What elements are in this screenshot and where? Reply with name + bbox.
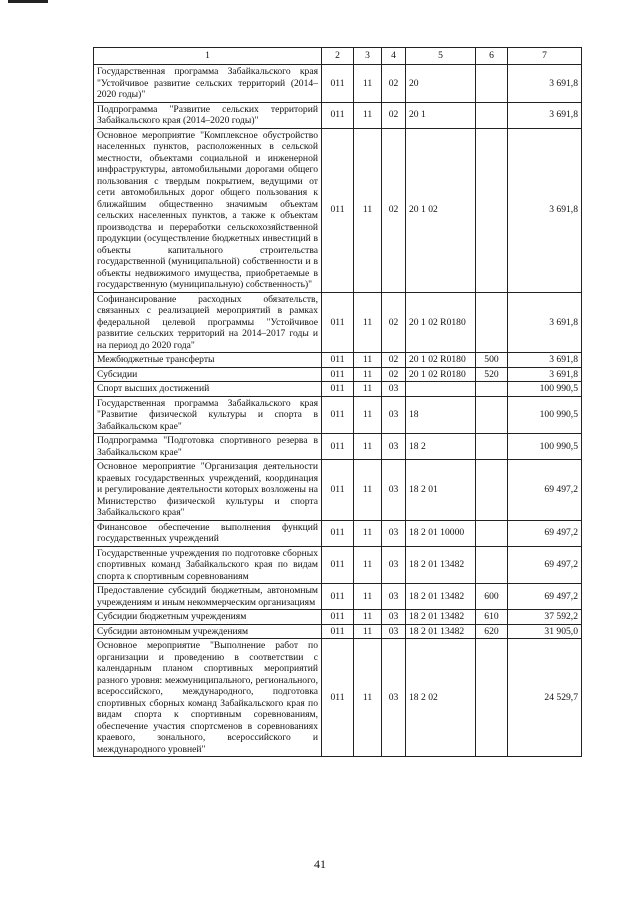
- col-header-2: 2: [322, 48, 354, 65]
- amount-cell: 3 691,8: [508, 128, 582, 292]
- row-name-cell: Субсидии бюджетным учреждениям: [94, 610, 322, 625]
- grbs-cell: 011: [322, 382, 354, 397]
- table-row: [94, 610, 582, 625]
- target-article-cell: 18: [406, 396, 476, 434]
- table-row: [94, 546, 582, 584]
- row-name-cell: Финансовое обеспечение выполнения функций государственных учреждений: [94, 520, 322, 546]
- amount-cell: 37 592,2: [508, 610, 582, 625]
- col-header-1: 1: [94, 48, 322, 65]
- expense-type-cell: [476, 520, 508, 546]
- grbs-cell: 011: [322, 546, 354, 584]
- subsection-cell: 03: [382, 396, 406, 434]
- subsection-cell: 03: [382, 584, 406, 610]
- target-article-cell: 18 2 01: [406, 460, 476, 521]
- expense-type-cell: [476, 128, 508, 292]
- section-cell: 11: [354, 546, 382, 584]
- expense-type-cell: 520: [476, 367, 508, 382]
- section-cell: 11: [354, 382, 382, 397]
- subsection-cell: 03: [382, 639, 406, 757]
- amount-cell: 31 905,0: [508, 624, 582, 639]
- section-cell: 11: [354, 639, 382, 757]
- subsection-cell: 02: [382, 65, 406, 103]
- table-row: [94, 520, 582, 546]
- amount-cell: 69 497,2: [508, 584, 582, 610]
- target-article-cell: 18 2 01 13482: [406, 584, 476, 610]
- expense-type-cell: 500: [476, 353, 508, 368]
- budget-table: [93, 47, 582, 757]
- col-header-4: 4: [382, 48, 406, 65]
- table-row: [94, 460, 582, 521]
- grbs-cell: 011: [322, 396, 354, 434]
- target-article-cell: 18 2 01 13482: [406, 610, 476, 625]
- row-name-cell: Подпрограмма "Развитие сельских территорий Забайкальского края (2014–2020 годы)": [94, 102, 322, 128]
- section-cell: 11: [354, 460, 382, 521]
- page-number: 41: [314, 857, 326, 871]
- expense-type-cell: [476, 546, 508, 584]
- target-article-cell: 20: [406, 65, 476, 103]
- row-name-cell: Спорт высших достижений: [94, 382, 322, 397]
- section-cell: 11: [354, 128, 382, 292]
- section-cell: 11: [354, 65, 382, 103]
- amount-cell: 24 529,7: [508, 639, 582, 757]
- amount-cell: 69 497,2: [508, 460, 582, 521]
- subsection-cell: 03: [382, 434, 406, 460]
- target-article-cell: 18 2: [406, 434, 476, 460]
- subsection-cell: 03: [382, 610, 406, 625]
- amount-cell: 3 691,8: [508, 292, 582, 353]
- grbs-cell: 011: [322, 584, 354, 610]
- expense-type-cell: [476, 102, 508, 128]
- subsection-cell: 03: [382, 460, 406, 521]
- grbs-cell: 011: [322, 65, 354, 103]
- row-name-cell: Межбюджетные трансферты: [94, 353, 322, 368]
- target-article-cell: 18 2 01 13482: [406, 624, 476, 639]
- table-row: [94, 396, 582, 434]
- grbs-cell: 011: [322, 624, 354, 639]
- row-name-cell: Софинансирование расходных обязательств, связанных с реализацией мероприятий в рамках федеральной целевой программы "Устойчивое развитие сельских территорий на 2014–2017 годы и на период до 2020 года": [94, 292, 322, 353]
- table-row: [94, 639, 582, 757]
- amount-cell: 69 497,2: [508, 546, 582, 584]
- expense-type-cell: [476, 382, 508, 397]
- row-name-cell: Основное мероприятие "Комплексное обустройство населенных пунктов, расположенных в сельской местности, объектами социальной и инженерной инфраструктуры, автомобильными дорогами общего пользования с твердым покрытием, ведущими от сети автомобильных дорог общего пользования к ближайшим общественно значимым объектам сельских населенных пунктов, а также к объектам производства и переработки сельскохозяйственной продукции (осуществление бюджетных инвестиций в объекты капитального строительства государственной (муниципальной) собственности и в объекты недвижимого имущества, приобретаемые в государственную (муниципальную) собственность)": [94, 128, 322, 292]
- target-article-cell: 18 2 02: [406, 639, 476, 757]
- section-cell: 11: [354, 434, 382, 460]
- target-article-cell: [406, 382, 476, 397]
- expense-type-cell: 610: [476, 610, 508, 625]
- row-name-cell: Предоставление субсидий бюджетным, автономным учреждениям и иным некоммерческим организациям: [94, 584, 322, 610]
- expense-type-cell: 600: [476, 584, 508, 610]
- table-row: [94, 102, 582, 128]
- subsection-cell: 03: [382, 546, 406, 584]
- grbs-cell: 011: [322, 353, 354, 368]
- section-cell: 11: [354, 624, 382, 639]
- subsection-cell: 02: [382, 102, 406, 128]
- table-row: [94, 584, 582, 610]
- subsection-cell: 02: [382, 292, 406, 353]
- table-body: [94, 48, 582, 757]
- target-article-cell: 20 1 02 R0180: [406, 353, 476, 368]
- subsection-cell: 02: [382, 353, 406, 368]
- subsection-cell: 02: [382, 367, 406, 382]
- target-article-cell: 18 2 01 10000: [406, 520, 476, 546]
- target-article-cell: 20 1 02 R0180: [406, 292, 476, 353]
- amount-cell: 100 990,5: [508, 382, 582, 397]
- subsection-cell: 03: [382, 520, 406, 546]
- expense-type-cell: [476, 65, 508, 103]
- grbs-cell: 011: [322, 460, 354, 521]
- section-cell: 11: [354, 396, 382, 434]
- target-article-cell: 18 2 01 13482: [406, 546, 476, 584]
- col-header-3: 3: [354, 48, 382, 65]
- amount-cell: 100 990,5: [508, 396, 582, 434]
- target-article-cell: 20 1 02 R0180: [406, 367, 476, 382]
- expense-type-cell: [476, 460, 508, 521]
- row-name-cell: Основное мероприятие "Организация деятельности краевых государственных учреждений, координация и регулирование деятельности которых возложены на Министерство физической культуры и спорта Забайкальского края": [94, 460, 322, 521]
- table-row: [94, 382, 582, 397]
- expense-type-cell: [476, 434, 508, 460]
- grbs-cell: 011: [322, 639, 354, 757]
- section-cell: 11: [354, 292, 382, 353]
- subsection-cell: 03: [382, 624, 406, 639]
- row-name-cell: Государственная программа Забайкальского края "Развитие физической культуры и спорта в Забайкальском крае": [94, 396, 322, 434]
- expense-type-cell: [476, 639, 508, 757]
- subsection-cell: 02: [382, 128, 406, 292]
- target-article-cell: 20 1: [406, 102, 476, 128]
- grbs-cell: 011: [322, 102, 354, 128]
- expense-type-cell: [476, 396, 508, 434]
- table-row: [94, 367, 582, 382]
- section-cell: 11: [354, 353, 382, 368]
- col-header-6: 6: [476, 48, 508, 65]
- row-name-cell: Подпрограмма "Подготовка спортивного резерва в Забайкальском крае": [94, 434, 322, 460]
- grbs-cell: 011: [322, 434, 354, 460]
- amount-cell: 3 691,8: [508, 353, 582, 368]
- row-name-cell: Основное мероприятие "Выполнение работ по организации и проведению в соответствии с календарным планом спортивных мероприятий разного уровня: межмуниципального, регионального, всероссийского, международного, подготовка спортивных сборных команд Забайкальского края по видам спорта к спортивным соревнованиям, обеспечение участия спортсменов в соревнованиях краевого, зонального, всероссийского и международного уровней": [94, 639, 322, 757]
- amount-cell: 3 691,8: [508, 367, 582, 382]
- section-cell: 11: [354, 520, 382, 546]
- top-rule: [8, 0, 48, 3]
- grbs-cell: 011: [322, 128, 354, 292]
- row-name-cell: Государственная программа Забайкальского края "Устойчивое развитие сельских территорий (2014–2020 годы)": [94, 65, 322, 103]
- section-cell: 11: [354, 102, 382, 128]
- grbs-cell: 011: [322, 520, 354, 546]
- subsection-cell: 03: [382, 382, 406, 397]
- expense-type-cell: 620: [476, 624, 508, 639]
- section-cell: 11: [354, 367, 382, 382]
- grbs-cell: 011: [322, 610, 354, 625]
- table-row: [94, 353, 582, 368]
- row-name-cell: Государственные учреждения по подготовке сборных спортивных команд Забайкальского края по видам спорта к спортивным соревнованиям: [94, 546, 322, 584]
- amount-cell: 3 691,8: [508, 102, 582, 128]
- section-cell: 11: [354, 610, 382, 625]
- section-cell: 11: [354, 584, 382, 610]
- expense-type-cell: [476, 292, 508, 353]
- table-row: [94, 292, 582, 353]
- col-header-5: 5: [406, 48, 476, 65]
- grbs-cell: 011: [322, 367, 354, 382]
- col-header-7: 7: [508, 48, 582, 65]
- table-row: [94, 624, 582, 639]
- row-name-cell: Субсидии автономным учреждениям: [94, 624, 322, 639]
- amount-cell: 100 990,5: [508, 434, 582, 460]
- table-row: [94, 65, 582, 103]
- grbs-cell: 011: [322, 292, 354, 353]
- table-row: [94, 128, 582, 292]
- target-article-cell: 20 1 02: [406, 128, 476, 292]
- header-row: [94, 48, 582, 65]
- amount-cell: 3 691,8: [508, 65, 582, 103]
- table-row: [94, 434, 582, 460]
- row-name-cell: Субсидии: [94, 367, 322, 382]
- amount-cell: 69 497,2: [508, 520, 582, 546]
